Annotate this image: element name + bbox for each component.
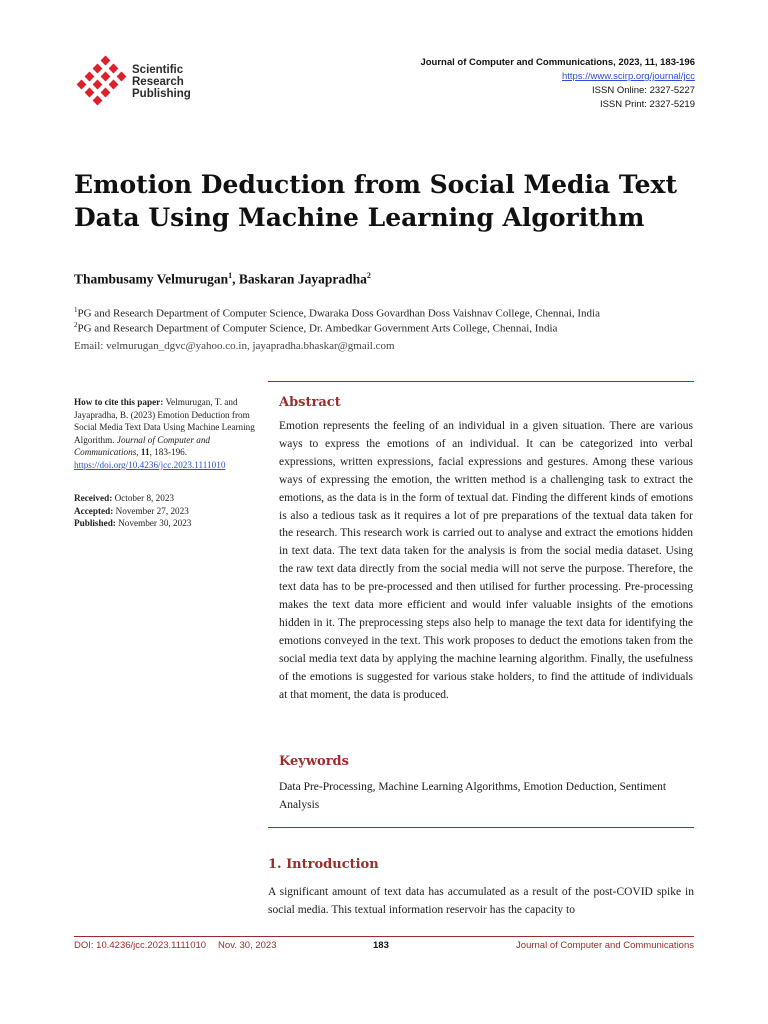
footer-journal: Journal of Computer and Communications [516,940,694,951]
affiliation-text: PG and Research Department of Computer Science, Dwaraka Doss Govardhan Doss Vaishnav College, Chennai, India [77,307,600,320]
journal-info [420,56,695,112]
accepted-label: Accepted: [74,505,114,516]
affiliation-mark: 2 [74,321,78,329]
affiliation-text: PG and Research Department of Computer Science, Dr. Ambedkar Government Arts College, Chennai, India [77,322,558,335]
received-date [74,492,262,505]
citation-text: Velmurugan, T. and Jayapradha, B. (2023) Emotion Deduction from Social Media Text Data Using Machine Learning Algorithm. [74,397,255,445]
affiliation [74,306,600,320]
author-affiliation-mark: 1 [228,271,233,280]
citation-label: How to cite this paper: [74,397,164,407]
author-affiliation-mark: 2 [366,271,371,280]
citation-doi-link[interactable]: https://doi.org/10.4236/jcc.2023.1111010 [74,459,226,470]
keywords-text: Data Pre-Processing, Machine Learning Algorithms, Emotion Deduction, Sentiment Analysis [279,781,667,811]
accepted-date [74,505,262,518]
footer-doi: DOI: 10.4236/jcc.2023.1111010 [74,940,207,951]
abstract-text: Emotion represents the feeling of an individual in a given situation. There are various ways to express the emotions of an individual. It can be categorized into verbal expressions, written expressions, facial expressions and gestures. Among these various ways of expressing the emotion, the written method is a challenging task to extract the emotions, as the data is in the form of textual dat. Finding the different kinds of emotions is also a tedious task as it requires a lot of pre preparations of the textual data taken for the research. This research work is carried out to analyse and extract the emotions hidden in text data. The text data taken for the analysis is from the social media dataset. Using the raw text data directly from the social media will not serve the purpose. Therefore, the text data has to be pre-processed and then utilised for further processing. Pre-processing makes the text data more efficient and would infer valuable insights of the emotions hidden in it. The preprocessing steps also help to manage the text data for identifying the emotions conveyed in the text. This work proposes to deduct the emotions taken from the social media text data by applying the machine learning algorithm. Finally, the usefulness of the emotions is suggested for various stake holders, to find the attitude of individuals at that moment, the data is produced. [279,420,693,701]
published-date [74,517,262,530]
published-label: Published: [74,518,116,529]
abstract-heading: Abstract [279,395,341,410]
paper-title-line2: Data Using Machine Learning Algorithm [74,203,645,232]
section-heading-introduction: 1. Introduction [268,857,379,872]
issn-print: ISSN Print: 2327-5219 [599,99,695,110]
author-separator: , [232,271,239,287]
citation-box [74,396,262,472]
keywords-bottom-rule [268,827,694,828]
publication-dates [74,492,262,530]
journal-citation: Journal of Computer and Communications, 2023, 11, 183-196 [420,57,695,68]
issn-online: ISSN Online: 2327-5227 [592,85,695,96]
publisher-name-line3: Publishing [132,88,191,100]
footer-date: Nov. 30, 2023 [218,940,277,951]
received-value: October 8, 2023 [112,493,175,503]
publisher-name-line1: Scientific [132,64,184,76]
publisher-name [132,64,191,100]
author-list [74,271,371,288]
introduction-text: A significant amount of text data has accumulated as a result of the post-COVID spike in social media. This textual information reservoir has the capacity to [268,886,694,916]
citation-volume: 11 [140,447,150,458]
affiliation [74,321,557,335]
footer-doi-date [74,940,277,951]
citation-pages: , 183-196. [149,447,188,458]
publisher-logo-icon [76,55,132,111]
author-name: Thambusamy Velmurugan [74,271,229,287]
page-number: 183 [373,940,389,951]
citation-journal: Journal of Computer and Communications [74,434,211,458]
accepted-value: November 27, 2023 [113,505,189,516]
publisher-name-line2: Research [132,76,184,88]
affiliation-mark: 1 [74,306,78,314]
abstract-top-rule [268,381,694,382]
journal-url-link[interactable]: https://www.scirp.org/journal/jcc [561,71,695,82]
author-email: Email: velmurugan_dgvc@yahoo.co.in, jayapradha.bhaskar@gmail.com [74,340,395,352]
paper-title-line1: Emotion Deduction from Social Media Text [74,170,678,199]
received-label: Received: [74,493,113,503]
citation-separator: , [136,447,141,458]
footer-rule [74,936,694,937]
author-name: Baskaran Jayapradha [238,271,367,287]
paper-title [74,168,714,234]
keywords-heading: Keywords [279,754,349,769]
published-value: November 30, 2023 [115,518,192,529]
